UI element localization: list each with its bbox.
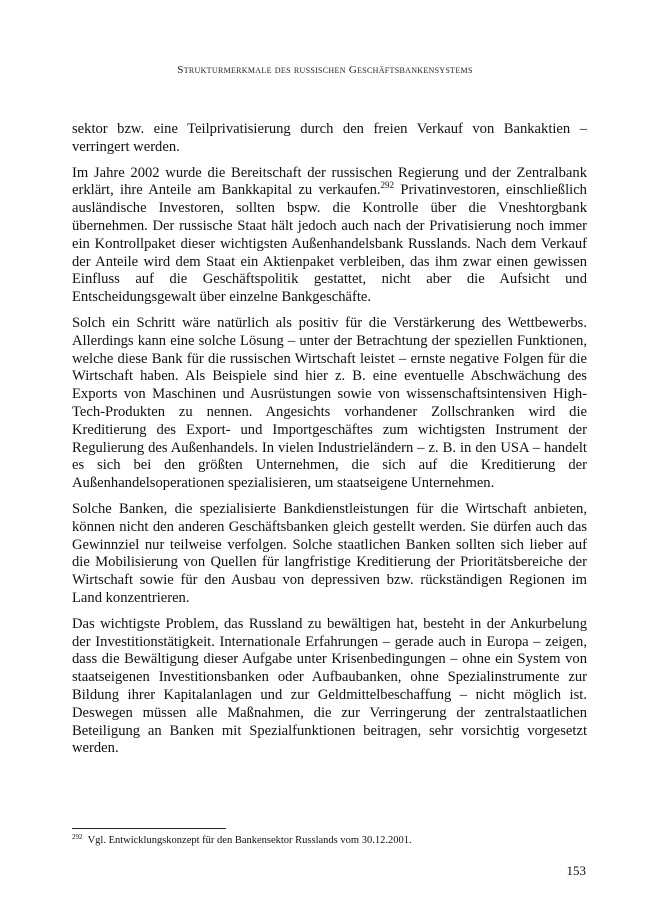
paragraph-text: Privatinvestoren, einschließlich ausländische Investoren, sollten bspw. die Kontrolle über die Vneshtorgbank übernehmen. Der russische Staat hält jedoch auch nach der Privatisierung noch immer ein Kontrollpaket dieser wichtigsten Außenhandelsbank Russlands. Nach dem Verkauf der Anteile wird dem Staat ein Aktienpaket verbleiben, das ihm zwar einen gewissen Einfluss auf die Geschäftspolitik gestattet, nicht aber die Aufsicht und Entscheidungsgewalt über einzelne Bankgeschäfte. [72,182,587,306]
footnote-marker: 292 [72,833,83,841]
paragraph: Solche Banken, die spezialisierte Bankdienstleistungen für die Wirtschaft anbieten, können nicht den anderen Geschäftsbanken gleich gestellt werden. Sie dürfen auch das Gewinnziel nur teilweise verfolgen. Solche staatlichen Banken sollten sich lieber auf die Mobilisierung von Quellen für langfristige Kreditierung der Prioritätsbereiche der Wirtschaft sowie für den Ausbau von depressiven bzw. rückständigen Regionen im Land konzentrieren. [72,500,587,606]
paragraph-text: Im Jahre 2002 wurde die Bereitschaft der russischen Regierung und der Zentralbank erklärt, ihre Anteile am Bankkapital zu verkaufen. [72,164,587,199]
page-number: 153 [566,863,586,878]
footnote-reference[interactable]: 292 [380,180,395,191]
footnote-text: Vgl. Entwicklungskonzept für den Bankensektor Russlands vom 30.12.2001. [87,835,412,846]
paragraph: Solch ein Schritt wäre natürlich als positiv für die Verstärkerung des Wettbewerbs. Allerdings kann eine solche Lösung – unter der Betrachtung der speziellen Funktionen, welche diese Bank für die russischen Wirtschaft leistet – ernste negative Folgen für die Wirtschaft haben. Als Beispiele sind hier z. B. eine eventuelle Abschwächung des Exports von Maschinen und Ausrüstungen sowie von wissenschaftsintensiven High-Tech-Produkten zu nennen. Angesichts vorhandener Zollschranken wird die Kreditierung des Export- und Importgeschäftes zum wichtigsten Instrument der Regulierung des Außenhandels. In vielen Industrieländern – z. B. in den USA – handelt es sich bei den größten Unternehmen, die sich auf die Kreditierung der Außenhandelsoperationen spezialisieren, um staatseigene Unternehmen. [72,314,587,492]
paragraph: Das wichtigste Problem, das Russland zu bewältigen hat, besteht in der Ankurbelung der Investitionstätigkeit. Internationale Erfahrungen – gerade auch in Europa – zeigen, dass die Bewältigung dieser Aufgabe unter Krisenbedingungen – ohne ein System von staatseigenen Investitionsbanken oder Aufbaubanken, ohne Spezialinstrumente zur Bildung ihrer Kapitalanlagen und zur Geldmittelbeschaffung – nicht möglich ist. Deswegen müssen alle Maßnahmen, die zur Verringerung der zentralstaatlichen Beteiligung an Banken mit Spezialfunktionen beitragen, sehr vorsichtig vorgesetzt werden. [72,615,587,757]
body-text [72,121,587,766]
running-header: Strukturmerkmale des russischen Geschäftsbankensystems [177,64,473,76]
paragraph [72,165,587,307]
footnote [72,834,587,847]
footnote-divider [72,828,226,829]
paragraph: sektor bzw. eine Teilprivatisierung durch den freien Verkauf von Bankaktien – verringert werden. [72,121,587,155]
